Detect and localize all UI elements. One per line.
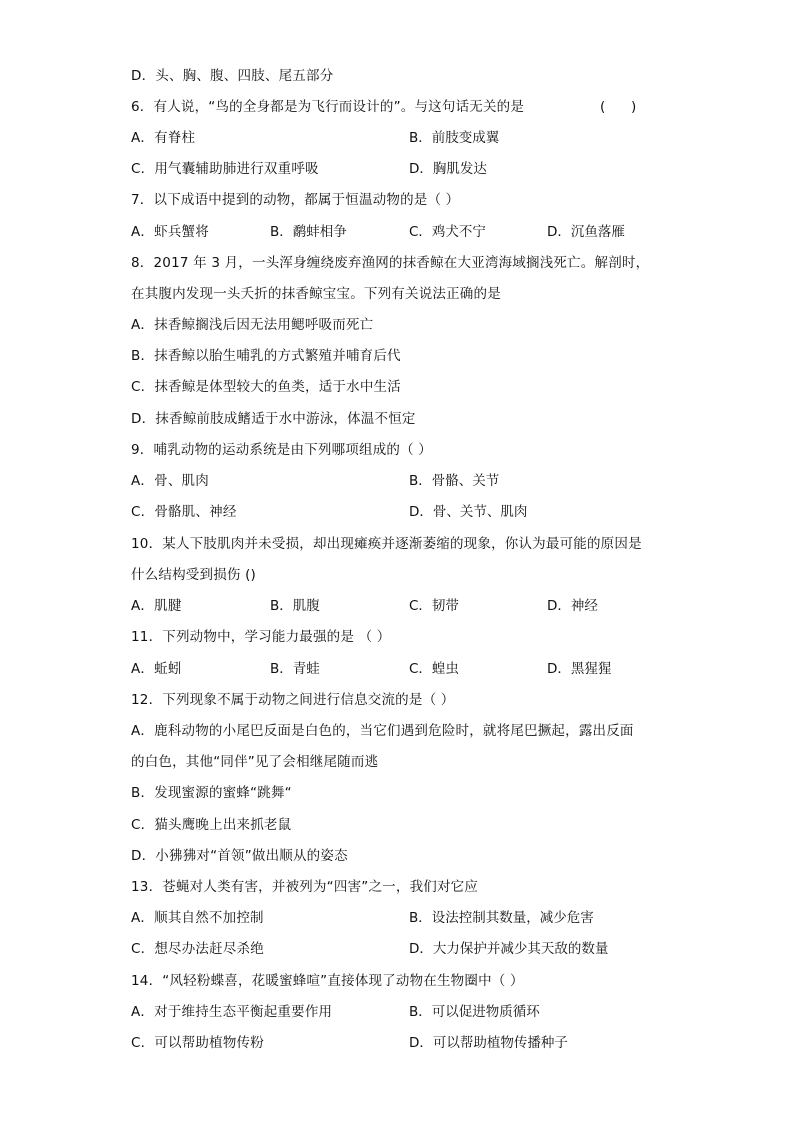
q12-option-d: D．小狒狒对“首领”做出顺从的姿态 <box>131 848 348 864</box>
q6-option-a: A．有脊柱 <box>131 130 196 146</box>
question-8-line-2: 在其腹内发现一头夭折的抹香鲸宝宝。下列有关说法正确的是 <box>131 286 501 302</box>
q14-option-a: A．对于维持生态平衡起重要作用 <box>131 1004 333 1020</box>
q11-option-d: D．黑猩猩 <box>547 661 612 677</box>
q11-option-c: C．蝗虫 <box>409 661 459 677</box>
q10-option-b: B．肌腹 <box>270 598 320 614</box>
question-12: 12．下列现象不属于动物之间进行信息交流的是（ ） <box>131 692 455 708</box>
question-9: 9．哺乳动物的运动系统是由下列哪项组成的（ ） <box>131 442 432 458</box>
q7-option-c: C．鸡犬不宁 <box>409 224 486 240</box>
q14-option-d: D．可以帮助植物传播种子 <box>409 1035 568 1051</box>
question-10-line-2: 什么结构受到损伤 () <box>131 567 257 583</box>
q8-option-c: C．抹香鲸是体型较大的鱼类，适于水中生活 <box>131 379 401 395</box>
q9-option-a: A．骨、肌肉 <box>131 473 209 489</box>
q10-option-c: C．韧带 <box>409 598 459 614</box>
q6-option-c: C．用气囊辅助肺进行双重呼吸 <box>131 161 319 177</box>
q9-option-d: D．骨、关节、肌肉 <box>409 504 528 520</box>
question-11: 11．下列动物中，学习能力最强的是 （ ） <box>131 629 391 645</box>
q14-option-c: C．可以帮助植物传粉 <box>131 1035 264 1051</box>
question-7: 7．以下成语中提到的动物，都属于恒温动物的是（ ） <box>131 192 460 208</box>
question-10-line-1: 10．某人下肢肌肉并未受损，却出现瘫痪并逐渐萎缩的现象，你认为最可能的原因是 <box>131 536 642 552</box>
q10-option-d: D．神经 <box>547 598 598 614</box>
answer-paren: ( ) <box>600 99 637 115</box>
q7-option-a: A．虾兵蟹将 <box>131 224 209 240</box>
q11-option-b: B．青蛙 <box>270 661 320 677</box>
q8-option-d: D．抹香鲸前肢成鳍适于水中游泳，体温不恒定 <box>131 411 416 427</box>
q13-option-b: B．设法控制其数量，减少危害 <box>409 910 594 926</box>
question-8-line-1: 8．2017 年 3 月，一头浑身缠绕废弃渔网的抹香鲸在大亚湾海域搁浅死亡。解剖时， <box>131 255 650 271</box>
q8-option-b: B．抹香鲸以胎生哺乳的方式繁殖并哺育后代 <box>131 348 401 364</box>
question-6: 6．有人说，“鸟的全身都是为飞行而设计的”。与这句话无关的是 <box>131 99 525 115</box>
q10-option-a: A．肌腱 <box>131 598 182 614</box>
q6-option-d: D．胸肌发达 <box>409 161 487 177</box>
q12-option-a-line-2: 的白色，其他“同伴”见了会相继尾随而逃 <box>131 754 379 770</box>
q9-option-c: C．骨骼肌、神经 <box>131 504 237 520</box>
q12-option-a-line-1: A．鹿科动物的小尾巴反面是白色的，当它们遇到危险时，就将尾巴撅起，露出反面 <box>131 723 634 739</box>
q12-option-b: B．发现蜜源的蜜蜂“跳舞“ <box>131 785 292 801</box>
q7-option-b: B．鹬蚌相争 <box>270 224 347 240</box>
q11-option-a: A．蚯蚓 <box>131 661 182 677</box>
q5-option-d: D．头、胸、腹、四肢、尾五部分 <box>131 68 334 84</box>
q14-option-b: B．可以促进物质循环 <box>409 1004 540 1020</box>
question-14: 14．“风轻粉蝶喜，花暖蜜蜂喧”直接体现了动物在生物圈中（ ） <box>131 973 524 989</box>
q13-option-c: C．想尽办法赶尽杀绝 <box>131 941 264 957</box>
q6-option-b: B．前肢变成翼 <box>409 130 500 146</box>
q13-option-d: D．大力保护并减少其天敌的数量 <box>409 941 609 957</box>
q7-option-d: D．沉鱼落雁 <box>547 224 625 240</box>
q13-option-a: A．顺其自然不加控制 <box>131 910 264 926</box>
question-13: 13．苍蝇对人类有害，并被列为“四害”之一，我们对它应 <box>131 879 479 895</box>
q8-option-a: A．抹香鲸搁浅后因无法用鳃呼吸而死亡 <box>131 317 374 333</box>
q12-option-c: C．猫头鹰晚上出来抓老鼠 <box>131 817 292 833</box>
q9-option-b: B．骨骼、关节 <box>409 473 500 489</box>
